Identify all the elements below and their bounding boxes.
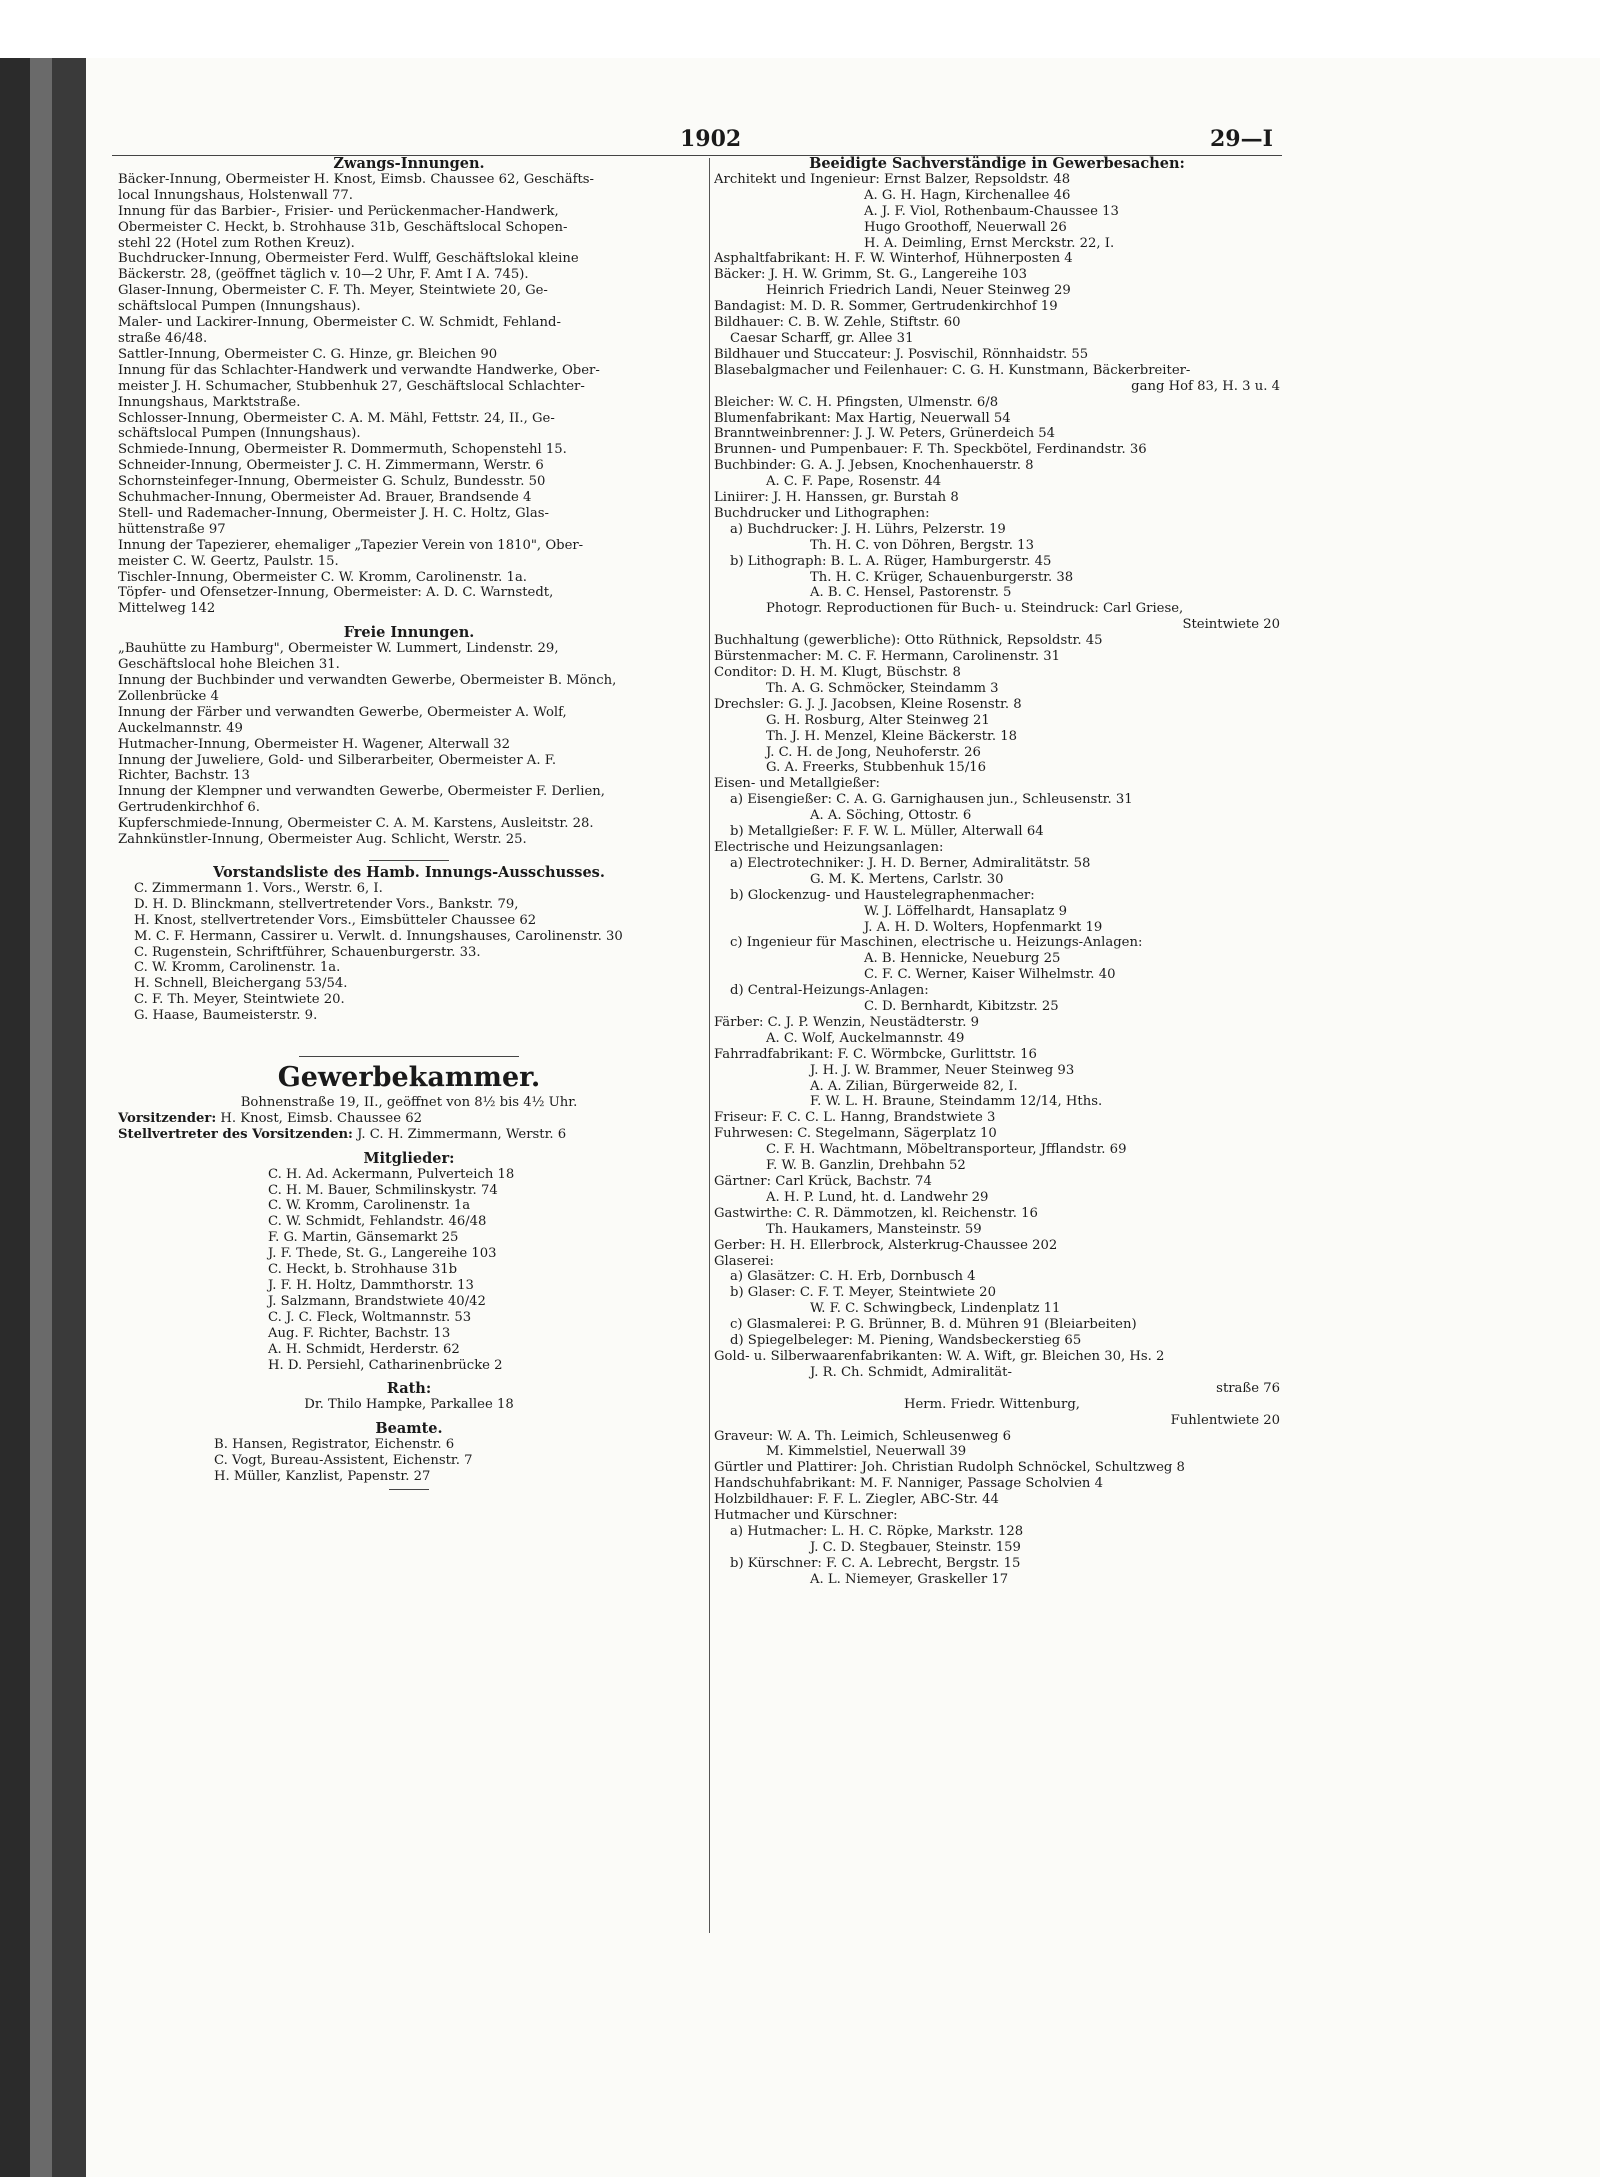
list-item: b) Metallgießer: F. F. W. L. Müller, Alterwall 64 [730,824,1044,840]
list-item: Graveur: W. A. Th. Leimich, Schleusenweg 6 [714,1428,1011,1444]
list-item: Hutmacher und Kürschner: [714,1508,898,1524]
list-item: Innungshaus, Marktstraße. [118,394,301,410]
list-item: Obermeister C. Heckt, b. Strohhause 31b, Geschäftslocal Schopen- [118,219,568,235]
beamte-list [118,1437,700,1485]
members-title: Mitglieder: [363,1150,455,1167]
freie-title: Freie Innungen. [343,625,475,642]
list-item: Bildhauer und Stuccateur: J. Posvischil, Rönnhaidstr. 55 [714,346,1089,362]
list-item: W. F. C. Schwingbeck, Lindenplatz 11 [810,1301,1061,1317]
list-item: hüttenstraße 97 [118,521,226,537]
member-item: H. D. Persiehl, Catharinenbrücke 2 [268,1357,503,1373]
list-item: H. Knost, stellvertretender Vors., Eimsbütteler Chaussee 62 [134,912,537,928]
list-item: G. Haase, Baumeisterstr. 9. [134,1008,318,1024]
list-item: Sattler-Innung, Obermeister C. G. Hinze, gr. Bleichen 90 [118,346,498,362]
list-item: Schornsteinfeger-Innung, Obermeister G. Schulz, Bundesstr. 50 [118,474,546,490]
list-item: b) Glaser: C. F. T. Meyer, Steintwiete 20 [730,1285,996,1301]
vorstand-title: Vorstandsliste des Hamb. Innungs-Ausschusses. [213,864,605,881]
list-item: A. C. Wolf, Auckelmannstr. 49 [766,1030,965,1046]
list-item: Stell- und Rademacher-Innung, Obermeister J. H. C. Holtz, Glas- [118,505,549,521]
member-item: F. G. Martin, Gänsemarkt 25 [268,1230,459,1246]
header-page-number: 29—I [1210,126,1273,152]
list-item: Herm. Friedr. Wittenburg, [904,1396,1080,1412]
list-item: Glaser-Innung, Obermeister C. F. Th. Meyer, Steintwiete 20, Ge- [118,283,548,299]
list-item: b) Kürschner: F. C. A. Lebrecht, Bergstr. 15 [730,1555,1021,1571]
kammer-deputy: Stellvertreter des Vorsitzenden: J. C. H. Zimmermann, Werstr. 6 [118,1126,567,1142]
list-item: Th. H. C. von Döhren, Bergstr. 13 [810,537,1034,553]
list-item: Schlosser-Innung, Obermeister C. A. M. Mähl, Fettstr. 24, II., Ge- [118,410,555,426]
list-item: Maler- und Lackirer-Innung, Obermeister C. W. Schmidt, Fehland- [118,315,561,331]
list-item: a) Buchdrucker: J. H. Lührs, Pelzerstr. 19 [730,521,1006,537]
list-item: Gärtner: Carl Krück, Bachstr. 74 [714,1174,932,1189]
list-item: Conditor: D. H. M. Klugt, Büschstr. 8 [714,665,961,680]
list-item: Richter, Bachstr. 13 [118,768,250,784]
list-item: schäftslocal Pumpen (Innungshaus). [118,426,361,442]
list-item: H. A. Deimling, Ernst Merckstr. 22, I. [864,235,1115,251]
beamte-item: C. Vogt, Bureau-Assistent, Eichenstr. 7 [214,1453,473,1469]
list-item: Buchdrucker-Innung, Obermeister Ferd. Wulff, Geschäftslokal kleine [118,251,579,267]
list-item: Hugo Groothoff, Neuerwall 26 [864,219,1067,235]
members-list [118,1167,700,1374]
vorstand-list [118,881,700,1024]
list-item: A. L. Niemeyer, Graskeller 17 [810,1571,1009,1587]
list-item: Eisen- und Metallgießer: [714,776,880,792]
rath-title: Rath: [386,1381,432,1398]
list-item: Th. H. C. Krüger, Schauenburgerstr. 38 [810,569,1074,585]
list-item: „Bauhütte zu Hamburg", Obermeister W. Lummert, Lindenstr. 29, [118,641,559,657]
list-item: Kupferschmiede-Innung, Obermeister C. A. M. Karstens, Ausleitstr. 28. [118,816,594,832]
header-year: 1902 [680,126,742,152]
list-item: Caesar Scharff, gr. Allee 31 [730,330,914,346]
list-item: Asphaltfabrikant: H. F. W. Winterhof, Hühnerposten 4 [714,251,1073,267]
kammer-title: Gewerbekammer. [277,1062,541,1094]
list-item: Schneider-Innung, Obermeister J. C. H. Zimmermann, Werstr. 6 [118,458,544,474]
list-item: stehl 22 (Hotel zum Rothen Kreuz). [118,235,355,251]
list-item: b) Glockenzug- und Haustelegraphenmacher: [730,887,1035,903]
list-item: Gerber: H. H. Ellerbrock, Alsterkrug-Chaussee 202 [714,1237,1058,1253]
list-item: J. C. H. de Jong, Neuhoferstr. 26 [766,744,981,760]
list-item: Glaserei: [714,1253,774,1269]
list-item: Innung für das Barbier-, Frisier- und Perückenmacher-Handwerk, [118,203,559,219]
list-item: Hutmacher-Innung, Obermeister H. Wagener, Alterwall 32 [118,736,511,752]
list-item: Th. A. G. Schmöcker, Steindamm 3 [766,680,999,696]
list-item: Tischler-Innung, Obermeister C. W. Kromm, Carolinenstr. 1a. [118,569,528,585]
list-item: M. C. F. Hermann, Cassirer u. Verwlt. d. Innungshauses, Carolinenstr. 30 [134,928,623,944]
list-item: Blumenfabrikant: Max Hartig, Neuerwall 54 [714,410,1011,426]
list-item: A. A. Söching, Ottostr. 6 [810,808,972,824]
list-item: C. F. Th. Meyer, Steintwiete 20. [134,992,345,1008]
list-item: Th. J. H. Menzel, Kleine Bäckerstr. 18 [766,728,1018,744]
list-item: A. B. Hennicke, Neueburg 25 [864,951,1061,967]
beamte-title: Beamte. [375,1421,443,1438]
right-column [714,156,1280,1588]
list-item: Innung der Färber und verwandten Gewerbe, Obermeister A. Wolf, [118,704,567,720]
binding-edge [30,58,52,2177]
list-item: Zollenbrücke 4 [118,688,219,704]
list-item: straße 46/48. [118,330,208,346]
list-item: Fahrradfabrikant: F. C. Wörmbcke, Gurlittstr. 16 [714,1046,1037,1062]
binding-shadow [52,58,86,2177]
list-item: A. B. C. Hensel, Pastorenstr. 5 [810,585,1012,601]
divider [299,1056,519,1057]
list-item: Töpfer- und Ofensetzer-Innung, Obermeister: A. D. C. Warnstedt, [118,585,554,601]
list-item: Gastwirthe: C. R. Dämmotzen, kl. Reichenstr. 16 [714,1205,1038,1221]
list-item: Innung für das Schlachter-Handwerk und verwandte Handwerke, Ober- [118,362,600,378]
list-item: Gertrudenkirchhof 6. [118,800,260,816]
list-item: Auckelmannstr. 49 [118,720,243,736]
list-item: Gold- u. Silberwaarenfabrikanten: W. A. Wift, gr. Bleichen 30, Hs. 2 [714,1348,1165,1364]
beamte-item: H. Müller, Kanzlist, Papenstr. 27 [214,1468,431,1484]
list-item: Photogr. Reproductionen für Buch- u. Steindruck: Carl Griese, [766,601,1184,617]
list-item: G. M. K. Mertens, Carlstr. 30 [810,871,1004,887]
list-item: Blasebalgmacher und Feilenhauer: C. G. H. Kunstmann, Bäckerbreiter- [714,362,1191,378]
list-item: Bäcker-Innung, Obermeister H. Knost, Eimsb. Chaussee 62, Geschäfts- [118,171,595,187]
list-item: a) Electrotechniker: J. H. D. Berner, Admiralitätstr. 58 [730,855,1091,871]
list-item: Th. Haukamers, Mansteinstr. 59 [766,1221,982,1237]
zwangs-title: Zwangs-Innungen. [333,156,485,172]
list-item: a) Glasätzer: C. H. Erb, Dornbusch 4 [730,1269,976,1285]
list-item: b) Lithograph: B. L. A. Rüger, Hamburgerstr. 45 [730,553,1052,569]
sachverst-title: Beeidigte Sachverständige in Gewerbesachen: [809,156,1185,172]
list-item: A. C. F. Pape, Rosenstr. 44 [766,474,942,490]
list-item: Bäcker: J. H. W. Grimm, St. G., Langereihe 103 [714,267,1027,283]
freie-list [118,641,700,848]
member-item: A. H. Schmidt, Herderstr. 62 [268,1341,460,1357]
list-item: d) Spiegelbeleger: M. Piening, Wandsbeckerstieg 65 [730,1333,1082,1349]
list-item: A. A. Zilian, Bürgerweide 82, I. [810,1078,1018,1094]
member-item: J. F. Thede, St. G., Langereihe 103 [268,1246,497,1262]
list-item: J. C. D. Stegbauer, Steinstr. 159 [810,1539,1021,1555]
list-item: Drechsler: G. J. J. Jacobsen, Kleine Rosenstr. 8 [714,696,1022,712]
list-item: Bleicher: W. C. H. Pfingsten, Ulmenstr. 6/8 [714,394,999,410]
list-item: Brunnen- und Pumpenbauer: F. Th. Speckbötel, Ferdinandstr. 36 [714,442,1147,458]
member-item: C. W. Schmidt, Fehlandstr. 46/48 [268,1214,487,1230]
list-item: Fuhlentwiete 20 [1170,1412,1280,1428]
list-item: Bandagist: M. D. R. Sommer, Gertrudenkirchhof 19 [714,299,1058,315]
list-item: J. R. Ch. Schmidt, Admiralität- [810,1364,1012,1380]
list-item: Handschuhfabrikant: M. F. Nanniger, Passage Scholvien 4 [714,1476,1103,1492]
member-item: C. Heckt, b. Strohhause 31b [268,1262,458,1278]
list-item: Innung der Juweliere, Gold- und Silberarbeiter, Obermeister A. F. [118,752,557,768]
sachverst-list [714,172,1280,1588]
list-item: J. H. J. W. Brammer, Neuer Steinweg 93 [810,1062,1075,1078]
list-item: Mittelweg 142 [118,601,216,617]
list-item: Innung der Klempner und verwandten Gewerbe, Obermeister F. Derlien, [118,784,605,800]
list-item: H. Schnell, Bleichergang 53/54. [134,976,348,992]
list-item: F. W. B. Ganzlin, Drehbahn 52 [766,1158,966,1174]
beamte-item: B. Hansen, Registrator, Eichenstr. 6 [214,1437,455,1453]
list-item: c) Glasmalerei: P. G. Brünner, B. d. Mühren 91 (Bleiarbeiten) [730,1317,1137,1333]
list-item: D. H. D. Blinckmann, stellvertretender Vors., Bankstr. 79, [134,896,519,912]
list-item: Schuhmacher-Innung, Obermeister Ad. Brauer, Brandsende 4 [118,490,532,506]
member-item: C. H. Ad. Ackermann, Pulverteich 18 [268,1166,515,1182]
list-item: a) Hutmacher: L. H. C. Röpke, Markstr. 128 [730,1523,1024,1539]
list-item: A. G. H. Hagn, Kirchenallee 46 [864,187,1071,203]
list-item: Schmiede-Innung, Obermeister R. Dommermuth, Schopenstehl 15. [118,442,567,458]
divider [389,1489,429,1490]
member-item: C. J. C. Fleck, Woltmannstr. 53 [268,1309,472,1325]
list-item: Buchbinder: G. A. J. Jebsen, Knochenhauerstr. 8 [714,458,1034,474]
rath-entry: Dr. Thilo Hampke, Parkallee 18 [304,1397,514,1413]
list-item: Architekt und Ingenieur: Ernst Balzer, Repsoldstr. 48 [714,171,1071,187]
list-item: Fuhrwesen: C. Stegelmann, Sägerplatz 10 [714,1126,997,1142]
list-item: Branntweinbrenner: J. J. W. Peters, Grünerdeich 54 [714,426,1056,442]
list-item: d) Central-Heizungs-Anlagen: [730,983,929,999]
list-item: Innung der Buchbinder und verwandten Gewerbe, Obermeister B. Mönch, [118,673,617,688]
list-item: Steintwiete 20 [1182,617,1280,633]
column-divider [709,158,710,1933]
list-item: Gürtler und Plattirer: Joh. Christian Rudolph Schnöckel, Schultzweg 8 [714,1460,1185,1476]
list-item: C. W. Kromm, Carolinenstr. 1a. [134,960,341,976]
list-item: c) Ingenieur für Maschinen, electrische u. Heizungs-Anlagen: [730,935,1143,951]
member-item: Aug. F. Richter, Bachstr. 13 [268,1325,451,1341]
list-item: Geschäftslocal hohe Bleichen 31. [118,657,340,673]
list-item: Buchhaltung (gewerbliche): Otto Rüthnick, Repsoldstr. 45 [714,633,1103,649]
list-item: A. J. F. Viol, Rothenbaum-Chaussee 13 [864,203,1119,219]
list-item: Buchdrucker und Lithographen: [714,505,930,521]
list-item: C. F. C. Werner, Kaiser Wilhelmstr. 40 [864,967,1116,983]
list-item: Färber: C. J. P. Wenzin, Neustädterstr. 9 [714,1014,979,1030]
list-item: schäftslocal Pumpen (Innungshaus). [118,299,361,315]
list-item: gang Hof 83, H. 3 u. 4 [1131,378,1280,394]
left-column [118,156,700,1494]
list-item: J. A. H. D. Wolters, Hopfenmarkt 19 [864,919,1103,935]
member-item: J. Salzmann, Brandstwiete 40/42 [268,1293,486,1309]
zwangs-list [118,172,700,617]
kammer-chair: Vorsitzender: H. Knost, Eimsb. Chaussee 62 [118,1110,423,1126]
list-item: A. H. P. Lund, ht. d. Landwehr 29 [766,1189,989,1205]
list-item: Zahnkünstler-Innung, Obermeister Aug. Schlicht, Werstr. 25. [118,832,527,848]
list-item: Bildhauer: C. B. W. Zehle, Stiftstr. 60 [714,315,961,331]
list-item: M. Kimmelstiel, Neuerwall 39 [766,1444,967,1460]
list-item: meister C. W. Geertz, Paulstr. 15. [118,553,339,569]
list-item: W. J. Löffelhardt, Hansaplatz 9 [864,903,1067,919]
list-item: Innung der Tapezierer, ehemaliger „Tapezier Verein von 1810", Ober- [118,537,584,553]
list-item: G. H. Rosburg, Alter Steinweg 21 [766,712,990,728]
list-item: local Innungshaus, Holstenwall 77. [118,187,353,203]
list-item: Liniirer: J. H. Hanssen, gr. Burstah 8 [714,490,959,506]
list-item: Bäckerstr. 28, (geöffnet täglich v. 10—2 Uhr, F. Amt I A. 745). [118,267,529,283]
member-item: C. H. M. Bauer, Schmilinskystr. 74 [268,1182,498,1198]
list-item: G. A. Freerks, Stubbenhuk 15/16 [766,760,987,776]
list-item: a) Eisengießer: C. A. G. Garnighausen jun., Schleusenstr. 31 [730,792,1133,808]
list-item: C. D. Bernhardt, Kibitzstr. 25 [864,999,1059,1015]
kammer-address: Bohnenstraße 19, II., geöffnet von 8½ bis 4½ Uhr. [240,1095,578,1111]
list-item: meister J. H. Schumacher, Stubbenhuk 27, Geschäftslocal Schlachter- [118,378,585,394]
list-item: C. Zimmermann 1. Vors., Werstr. 6, I. [134,880,383,896]
list-item: Friseur: F. C. C. L. Hanng, Brandstwiete 3 [714,1110,996,1126]
list-item: Holzbildhauer: F. F. L. Ziegler, ABC-Str. 44 [714,1492,999,1508]
list-item: straße 76 [1216,1380,1280,1396]
divider [369,860,449,861]
list-item: C. Rugenstein, Schriftführer, Schauenburgerstr. 33. [134,944,481,960]
list-item: Electrische und Heizungsanlagen: [714,839,944,855]
list-item: F. W. L. H. Braune, Steindamm 12/14, Hths. [810,1094,1103,1110]
list-item: Bürstenmacher: M. C. F. Hermann, Carolinenstr. 31 [714,649,1061,665]
list-item: C. F. H. Wachtmann, Möbeltransporteur, Jfflandstr. 69 [766,1142,1127,1158]
member-item: J. F. H. Holtz, Dammthorstr. 13 [268,1278,474,1293]
member-item: C. W. Kromm, Carolinenstr. 1a [268,1198,471,1214]
list-item: Heinrich Friedrich Landi, Neuer Steinweg 29 [766,283,1071,299]
